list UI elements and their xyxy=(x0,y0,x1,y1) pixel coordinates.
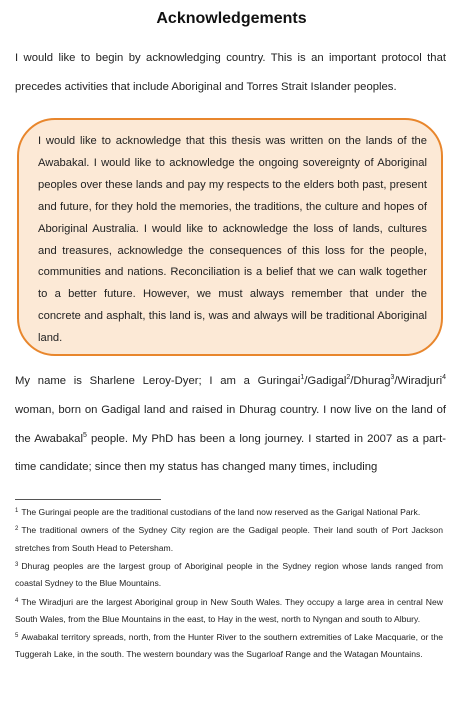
footnote-ref-2[interactable]: 2 xyxy=(346,374,351,381)
footnote-number: 5 xyxy=(15,633,19,640)
footnote xyxy=(15,504,443,521)
footnote-divider xyxy=(15,499,161,500)
footnote-number: 4 xyxy=(15,597,19,604)
acknowledgement-callout-text: I would like to acknowledge that this thesis was written on the lands of the Awabakal. I would like to acknowledge the ongoing sovereignty of Aboriginal peoples over these lands and pay my respects to the elders both past, present and future, for they hold the memories, the traditions, the culture and hopes of Aboriginal Australia. I would like to acknowledge the loss of lands, cultures and treasures, acknowledge the consequences of this loss for the people, communities and nations. Reconciliation is a belief that we can walk together to a better future. However, we must always remember that under the concrete and asphalt, this land is, was and always will be traditional Aboriginal land. xyxy=(38,135,427,345)
body-text-part: /Dhurag xyxy=(350,375,391,387)
footnote-number: 1 xyxy=(15,508,19,514)
body-text-part: /Wiradjuri xyxy=(394,375,443,387)
footnote-text: The Wiradjuri are the largest Aboriginal group in New South Wales. They occupy a large area in central New South Wales, from the Blue Mountains in the east, to Hay in the west, north to Nyngan and south to Albury. xyxy=(15,596,443,624)
intro-paragraph: I would like to begin by acknowledging country. This is an important protocol that precedes activities that include Aboriginal and Torres Strait Islander peoples. xyxy=(15,52,446,93)
page-title: Acknowledgements xyxy=(156,10,307,27)
footnote xyxy=(15,522,443,556)
footnote xyxy=(15,558,443,592)
body-text-part: people. My PhD has been a long journey. I started in 2007 as a part-time candidate; since then my status has changed many times, including xyxy=(15,432,446,474)
footnote-text: The Guringai people are the traditional custodians of the land now reserved as the Garigal National Park. xyxy=(21,507,421,517)
footnote xyxy=(15,594,443,628)
body-paragraph xyxy=(15,367,446,482)
footnote-number: 3 xyxy=(15,561,19,568)
footnote-ref-4[interactable]: 4 xyxy=(442,374,446,381)
body-text-part: My name is Sharlene Leroy-Dyer; I am a Guringai xyxy=(15,375,301,387)
footnote-text: Dhurag peoples are the largest group of Aboriginal people in the Sydney region whose lands ranged from coastal Sydney to the Blue Mountains. xyxy=(15,560,443,589)
footnote-ref-3[interactable]: 3 xyxy=(390,374,395,381)
footnote-ref-1[interactable]: 1 xyxy=(300,374,305,381)
footnotes-section xyxy=(15,504,443,665)
body-text-part: woman, born on Gadigal land and raised in Dhurag country. I now live on the land of the Awabakal xyxy=(15,403,446,445)
footnote-text: Awabakal territory spreads, north, from the Hunter River to the southern extremities of Lake Macquarie, or the Tuggerah Lake, in the south. The western boundary was the Sugarloaf Range and the Watagan Mountains. xyxy=(15,632,443,660)
body-text-part: /Gadigal xyxy=(304,375,347,387)
footnote xyxy=(15,629,443,663)
footnote-number: 2 xyxy=(15,526,19,533)
footnote-ref-5[interactable]: 5 xyxy=(82,431,87,439)
footnote-text: The traditional owners of the Sydney City region are the Gadigal people. Their land south of Port Jackson stretches from South Head to Petersham. xyxy=(15,525,443,553)
